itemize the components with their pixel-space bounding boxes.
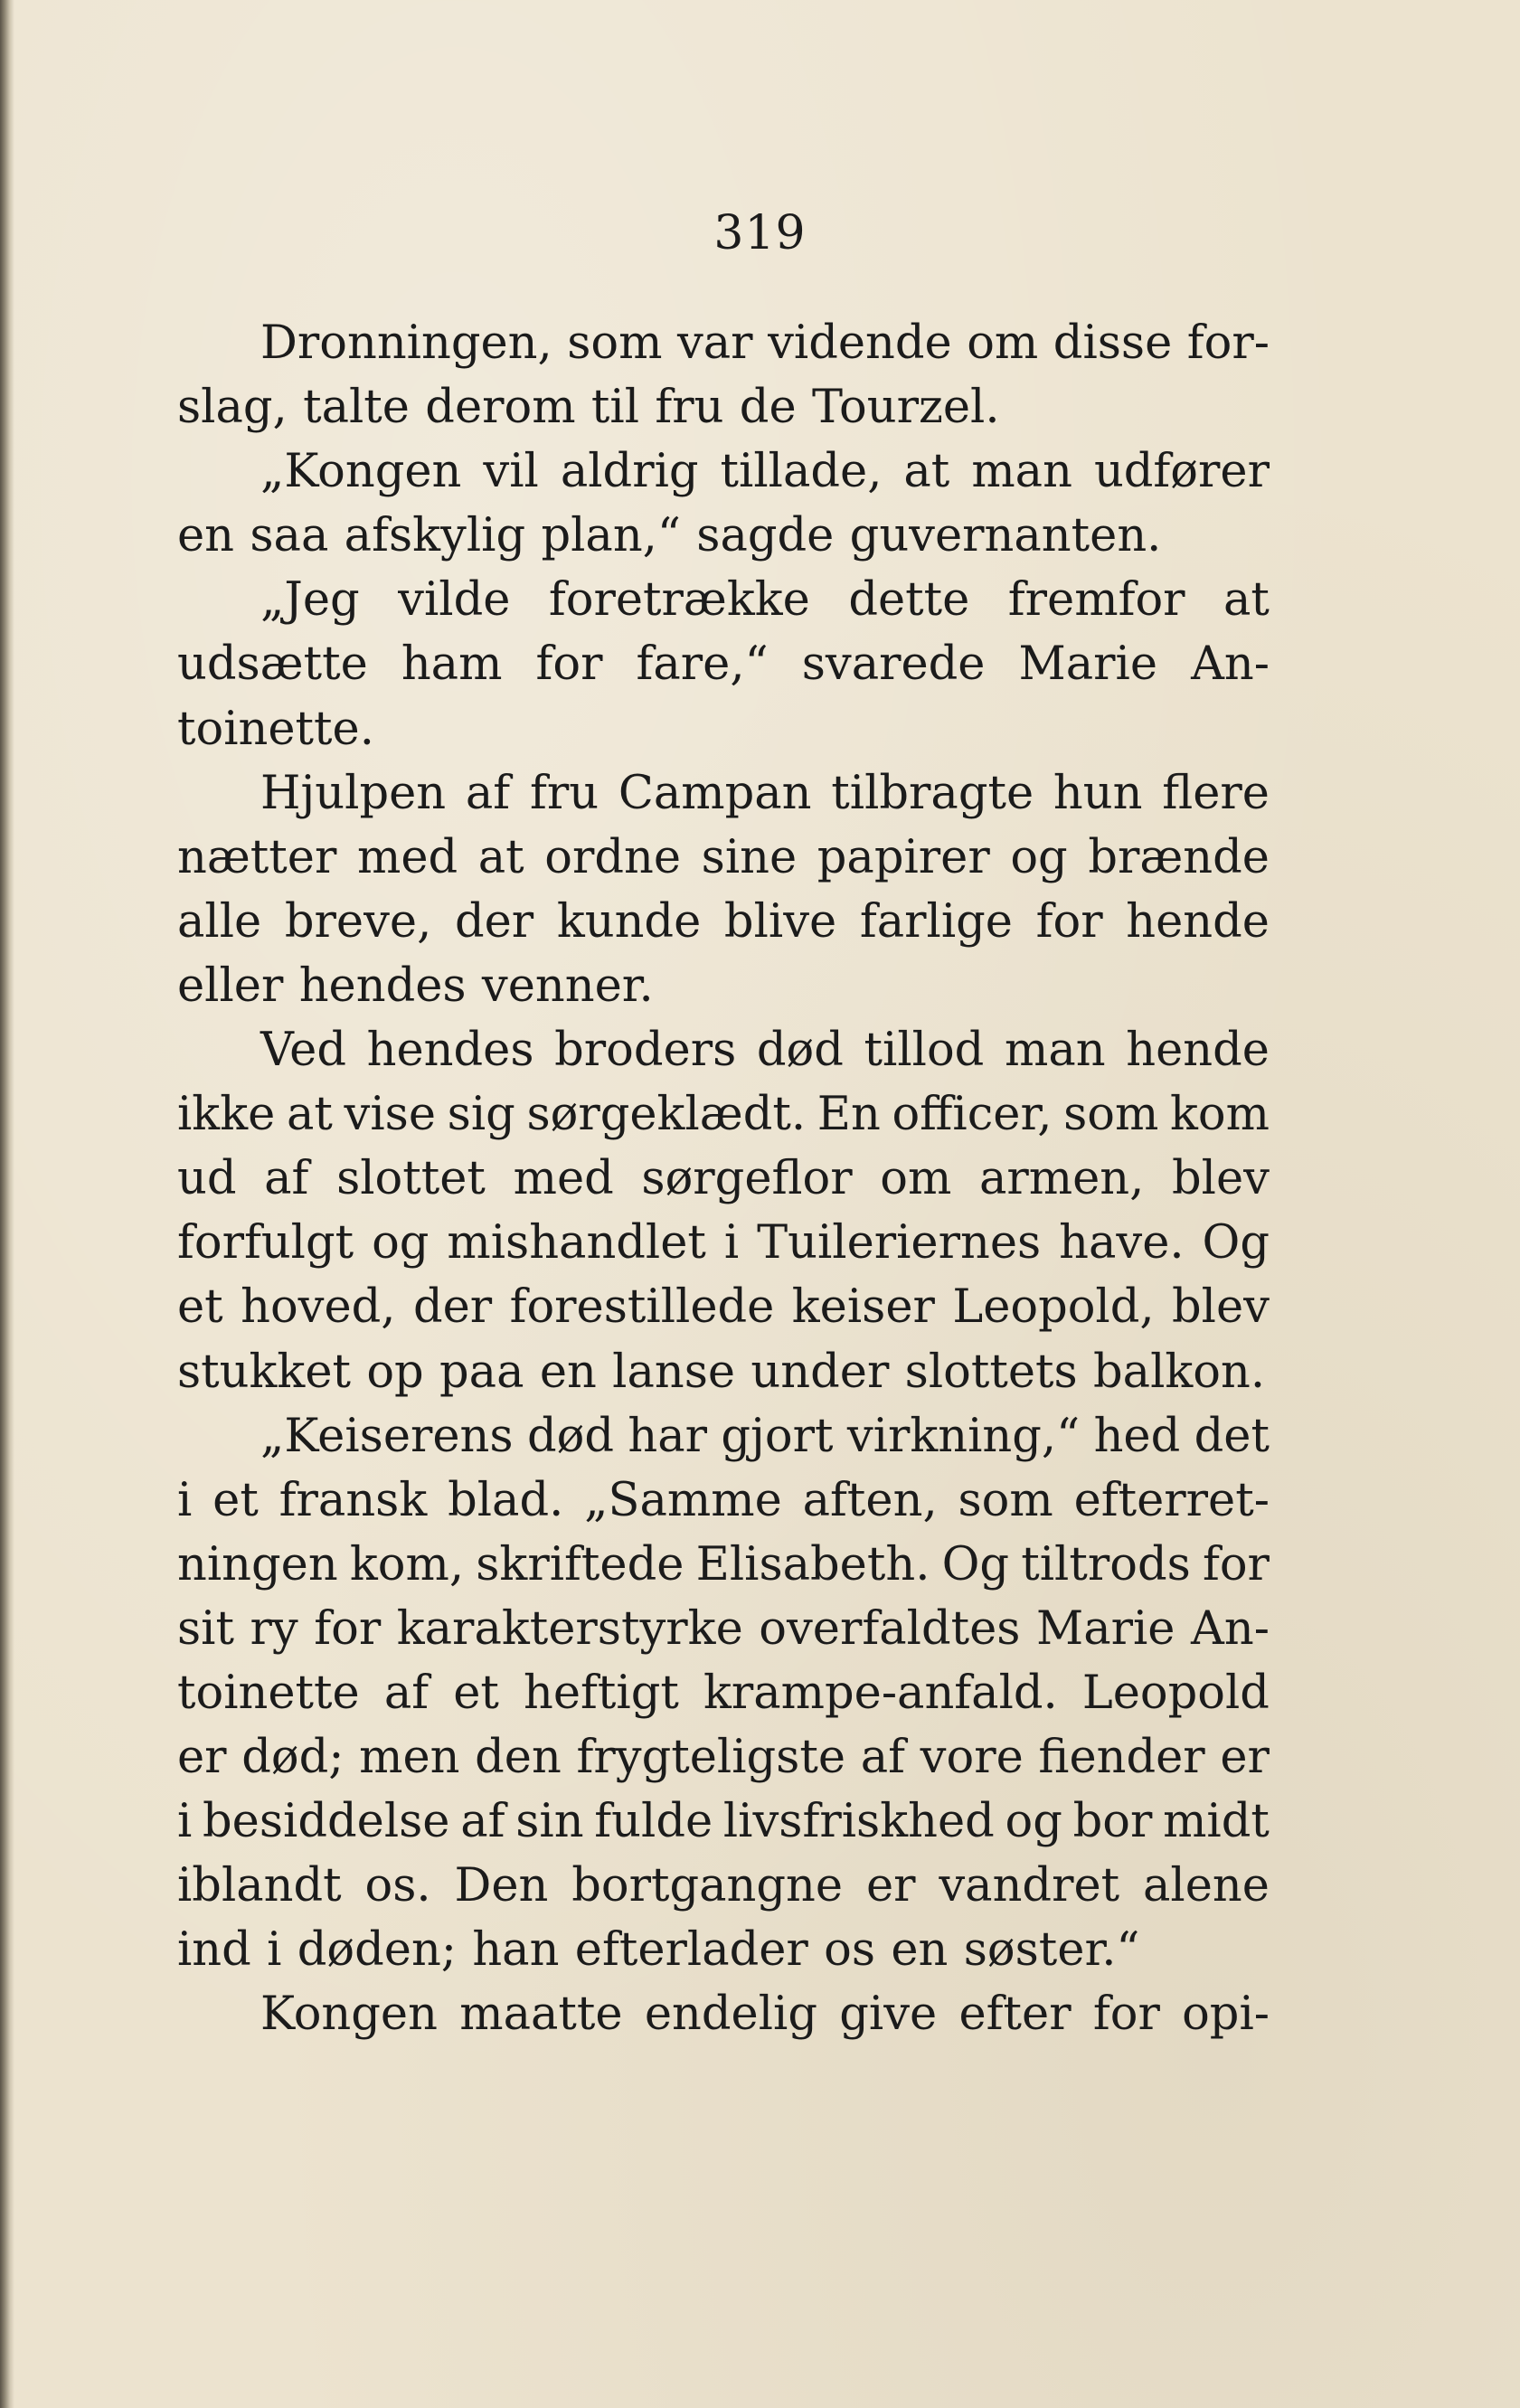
word: alle bbox=[177, 894, 262, 949]
word: flere bbox=[1162, 766, 1270, 820]
word: efterret- bbox=[1073, 1473, 1270, 1527]
word: for- bbox=[1186, 316, 1270, 370]
word: i bbox=[723, 1216, 740, 1270]
text-line bbox=[177, 504, 1270, 568]
word: en bbox=[177, 509, 235, 563]
word: sørgeflor bbox=[641, 1152, 853, 1206]
word: paa bbox=[439, 1345, 524, 1399]
word: maatte bbox=[459, 1988, 623, 2042]
word: af bbox=[860, 1731, 905, 1785]
word: brænde bbox=[1088, 830, 1270, 884]
text-line bbox=[177, 1275, 1270, 1339]
word: hende bbox=[1126, 1024, 1270, 1078]
word: var bbox=[676, 316, 753, 370]
word: „Samme bbox=[584, 1473, 782, 1527]
word: breve, bbox=[284, 894, 432, 949]
word: hende bbox=[1126, 894, 1270, 949]
word: tilbragte bbox=[831, 766, 1034, 820]
word: op bbox=[366, 1345, 424, 1399]
word: ikke bbox=[177, 1088, 276, 1142]
word: nætter bbox=[177, 830, 337, 884]
word: sig bbox=[447, 1088, 515, 1142]
text-line bbox=[177, 890, 1270, 954]
text-line bbox=[177, 1404, 1270, 1468]
word: Leopold bbox=[1081, 1666, 1270, 1720]
word: give bbox=[839, 1988, 938, 2042]
text-line bbox=[177, 1597, 1270, 1661]
word: bortgangne bbox=[571, 1859, 844, 1913]
word: officer, bbox=[892, 1088, 1053, 1142]
text-line bbox=[177, 568, 1270, 632]
text-line bbox=[177, 1147, 1270, 1211]
word: fremfor bbox=[1007, 573, 1185, 628]
word: blad. bbox=[448, 1473, 564, 1527]
text-line bbox=[177, 1854, 1270, 1918]
word: fare,“ bbox=[636, 637, 769, 692]
text-line bbox=[177, 761, 1270, 826]
word: et bbox=[177, 1280, 223, 1335]
word: blev bbox=[1172, 1152, 1270, 1206]
word: Dronningen, bbox=[260, 316, 552, 370]
word: os. bbox=[364, 1859, 431, 1913]
word: guvernanten. bbox=[849, 509, 1162, 563]
word: et bbox=[453, 1666, 499, 1720]
word: død bbox=[526, 1409, 614, 1463]
text-line bbox=[177, 1982, 1270, 2046]
word: om bbox=[880, 1152, 952, 1206]
word: slottets bbox=[904, 1345, 1078, 1399]
word: der bbox=[454, 894, 534, 949]
word: Elisabeth. bbox=[695, 1537, 930, 1591]
word: for bbox=[1202, 1537, 1270, 1591]
word: armen, bbox=[978, 1152, 1145, 1206]
text-line bbox=[177, 632, 1270, 696]
word: gjort bbox=[721, 1409, 834, 1463]
word: med bbox=[356, 830, 458, 884]
word: at bbox=[286, 1088, 333, 1142]
word: og bbox=[1010, 830, 1068, 884]
word: venner. bbox=[481, 958, 654, 1013]
word: tiltrods bbox=[1021, 1537, 1191, 1591]
word: virkning,“ bbox=[846, 1409, 1081, 1463]
word: i bbox=[267, 1923, 282, 1978]
word: sin bbox=[515, 1795, 584, 1849]
word: han bbox=[472, 1923, 560, 1978]
word: vidende bbox=[768, 316, 952, 370]
word: ud bbox=[177, 1152, 237, 1206]
word: „Kongen bbox=[260, 445, 462, 499]
book-spine-shadow bbox=[0, 0, 14, 2408]
word: af bbox=[460, 1795, 505, 1849]
word: sørgeklædt. bbox=[526, 1088, 807, 1142]
text-line bbox=[177, 1468, 1270, 1533]
word: at bbox=[477, 830, 524, 884]
text-line bbox=[177, 311, 1270, 375]
word: En bbox=[817, 1088, 881, 1142]
word: af bbox=[383, 1666, 430, 1720]
word: opi- bbox=[1182, 1988, 1270, 2042]
word: død bbox=[756, 1024, 844, 1078]
word: blev bbox=[1172, 1280, 1270, 1335]
word: til bbox=[590, 381, 640, 435]
word: Tourzel. bbox=[811, 381, 1000, 435]
word: som bbox=[1063, 1088, 1159, 1142]
word: Ved bbox=[260, 1024, 346, 1078]
text-line bbox=[177, 1725, 1270, 1789]
word: efterlader bbox=[574, 1923, 808, 1978]
word: der bbox=[412, 1280, 493, 1335]
word: „Keiserens bbox=[260, 1409, 514, 1463]
text-line bbox=[177, 1340, 1270, 1404]
word: er bbox=[1220, 1731, 1270, 1785]
word: udsætte bbox=[177, 637, 368, 692]
word: stukket bbox=[177, 1345, 351, 1399]
word: hun bbox=[1053, 766, 1143, 820]
word: den bbox=[475, 1731, 562, 1785]
word: vore bbox=[920, 1731, 1024, 1785]
word: ningen bbox=[177, 1537, 338, 1591]
word: keiser bbox=[791, 1280, 935, 1335]
word: de bbox=[739, 381, 797, 435]
word: bor bbox=[1072, 1795, 1153, 1849]
text-line bbox=[177, 954, 1270, 1018]
word: Tuileriernes bbox=[757, 1216, 1042, 1270]
text-line bbox=[177, 1082, 1270, 1147]
word: en bbox=[539, 1345, 597, 1399]
word: disse bbox=[1053, 316, 1173, 370]
word: ordne bbox=[544, 830, 682, 884]
word: forestillede bbox=[509, 1280, 775, 1335]
text-line bbox=[177, 1211, 1270, 1275]
word: og bbox=[372, 1216, 430, 1270]
word: Hjulpen bbox=[260, 766, 447, 820]
word: os bbox=[824, 1923, 876, 1978]
word: vise bbox=[344, 1088, 437, 1142]
word: sine bbox=[701, 830, 798, 884]
word: ry bbox=[250, 1601, 298, 1656]
word: endelig bbox=[644, 1988, 817, 2042]
word: kom, bbox=[349, 1537, 465, 1591]
word: karakterstyrke bbox=[396, 1601, 743, 1656]
word: slag, bbox=[177, 381, 288, 435]
word: en bbox=[891, 1923, 949, 1978]
text-line bbox=[177, 439, 1270, 504]
word: kom bbox=[1170, 1088, 1270, 1142]
word: lanse bbox=[612, 1345, 736, 1399]
word: har bbox=[628, 1409, 708, 1463]
word: hendes bbox=[366, 1024, 534, 1078]
word: Den bbox=[454, 1859, 549, 1913]
word: er bbox=[865, 1859, 916, 1913]
word: aldrig bbox=[560, 445, 699, 499]
word: midt bbox=[1163, 1795, 1270, 1849]
word: sagde bbox=[696, 509, 835, 563]
word: frygteligste bbox=[576, 1731, 846, 1785]
word: i bbox=[177, 1795, 193, 1849]
word: tillod bbox=[864, 1024, 985, 1078]
word: fransk bbox=[279, 1473, 428, 1527]
word: at bbox=[903, 445, 950, 499]
word: toinette. bbox=[177, 702, 374, 756]
word: vil bbox=[483, 445, 539, 499]
word: fiender bbox=[1038, 1731, 1205, 1785]
word: Og bbox=[941, 1537, 1010, 1591]
word: „Jeg bbox=[260, 573, 360, 628]
word: broders bbox=[554, 1024, 737, 1078]
text-line bbox=[177, 826, 1270, 890]
word: udfører bbox=[1093, 445, 1270, 499]
word: kunde bbox=[556, 894, 702, 949]
word: alene bbox=[1143, 1859, 1270, 1913]
word: vandret bbox=[939, 1859, 1120, 1913]
word: man bbox=[1004, 1024, 1106, 1078]
word: af bbox=[264, 1152, 309, 1206]
word: have. bbox=[1059, 1216, 1185, 1270]
word: saa bbox=[250, 509, 329, 563]
word: fulde bbox=[594, 1795, 713, 1849]
text-line bbox=[177, 1918, 1270, 1982]
word: af bbox=[465, 766, 511, 820]
word: død; bbox=[241, 1731, 345, 1785]
word: og bbox=[1005, 1795, 1062, 1849]
word: plan,“ bbox=[541, 509, 681, 563]
word: for bbox=[1092, 1988, 1160, 2042]
text-line bbox=[177, 1789, 1270, 1854]
word: for bbox=[314, 1601, 382, 1656]
word: med bbox=[513, 1152, 614, 1206]
word: farlige bbox=[859, 894, 1013, 949]
word: An- bbox=[1191, 1601, 1270, 1656]
word: ham bbox=[401, 637, 503, 692]
word: hoved, bbox=[241, 1280, 396, 1335]
word: slottet bbox=[336, 1152, 486, 1206]
word: An- bbox=[1191, 637, 1270, 692]
word: svarede bbox=[801, 637, 986, 692]
word: Marie bbox=[1035, 1601, 1175, 1656]
word: man bbox=[971, 445, 1072, 499]
word: heftigt bbox=[523, 1666, 679, 1720]
text-line bbox=[177, 1661, 1270, 1725]
text-line bbox=[177, 375, 1270, 439]
word: Og bbox=[1202, 1216, 1270, 1270]
word: for bbox=[535, 637, 603, 692]
word: det bbox=[1194, 1409, 1270, 1463]
word: derom bbox=[425, 381, 576, 435]
word: Marie bbox=[1018, 637, 1158, 692]
word: blive bbox=[723, 894, 837, 949]
word: døden; bbox=[297, 1923, 457, 1978]
word: aften, bbox=[802, 1473, 938, 1527]
word: ind bbox=[177, 1923, 251, 1978]
word: men bbox=[359, 1731, 460, 1785]
word: foretrække bbox=[548, 573, 810, 628]
word: balkon. bbox=[1093, 1345, 1266, 1399]
word: vilde bbox=[398, 573, 511, 628]
word: afskylig bbox=[344, 509, 526, 563]
word: et bbox=[212, 1473, 259, 1527]
word: Campan bbox=[618, 766, 812, 820]
word: under bbox=[751, 1345, 890, 1399]
word: fru bbox=[529, 766, 600, 820]
word: Kongen bbox=[260, 1988, 438, 2042]
word: som bbox=[567, 316, 663, 370]
word: søster.“ bbox=[963, 1923, 1140, 1978]
word: hendes bbox=[298, 958, 467, 1013]
text-line bbox=[177, 1533, 1270, 1597]
word: talte bbox=[303, 381, 410, 435]
word: toinette bbox=[177, 1666, 360, 1720]
word: at bbox=[1223, 573, 1270, 628]
word: mishandlet bbox=[447, 1216, 706, 1270]
word: skriftede bbox=[476, 1537, 684, 1591]
word: iblandt bbox=[177, 1859, 342, 1913]
word: besiddelse bbox=[203, 1795, 450, 1849]
page-number: 319 bbox=[713, 206, 807, 260]
word: krampe-anfald. bbox=[703, 1666, 1058, 1720]
word: tillade, bbox=[720, 445, 883, 499]
word: livsfriskhed bbox=[722, 1795, 995, 1849]
text-line bbox=[177, 1018, 1270, 1082]
body-text bbox=[177, 311, 1270, 2047]
word: er bbox=[177, 1731, 227, 1785]
word: papirer bbox=[817, 830, 990, 884]
text-line bbox=[177, 697, 1270, 761]
word: som bbox=[958, 1473, 1053, 1527]
word: om bbox=[967, 316, 1039, 370]
word: i bbox=[177, 1473, 193, 1527]
word: for bbox=[1035, 894, 1103, 949]
word: eller bbox=[177, 958, 284, 1013]
word: efter bbox=[958, 1988, 1072, 2042]
word: dette bbox=[848, 573, 970, 628]
word: overfaldtes bbox=[759, 1601, 1021, 1656]
word: fru bbox=[655, 381, 724, 435]
word: Leopold, bbox=[952, 1280, 1155, 1335]
word: hed bbox=[1093, 1409, 1181, 1463]
word: forfulgt bbox=[177, 1216, 354, 1270]
word: sit bbox=[177, 1601, 234, 1656]
